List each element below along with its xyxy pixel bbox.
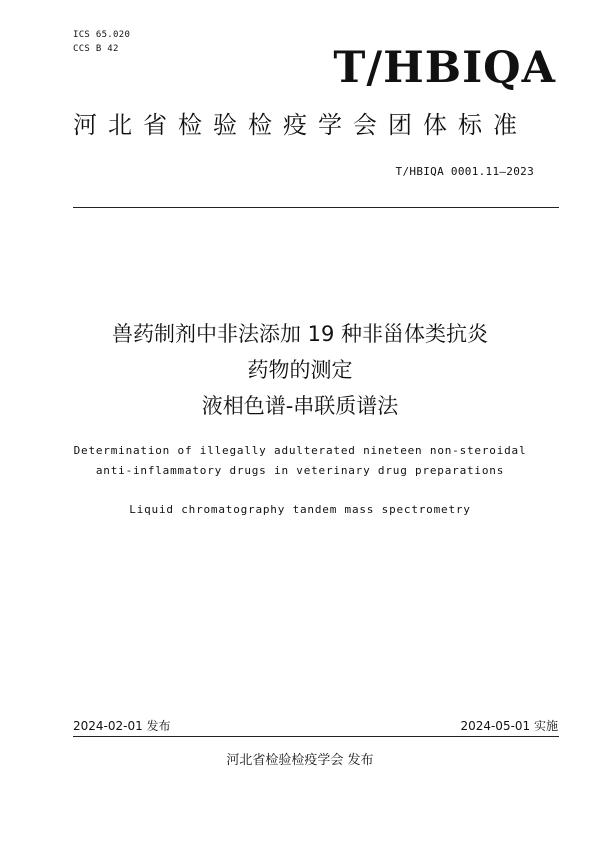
standard-brand: T/HBIQA bbox=[333, 43, 556, 93]
title-en-line-3: Liquid chromatography tandem mass spectrometry bbox=[129, 503, 471, 516]
ccs-code: CCS B 42 bbox=[73, 44, 119, 54]
publisher: 河北省检验检疫学会 发布 bbox=[226, 753, 374, 768]
implementation-date: 2024-05-01 实施 bbox=[460, 719, 558, 733]
header-divider bbox=[73, 207, 559, 208]
ics-code: ICS 65.020 bbox=[73, 30, 131, 40]
title-zh-line-2: 药物的测定 bbox=[247, 358, 353, 382]
issue-date: 2024-02-01 发布 bbox=[73, 719, 171, 733]
title-en-line-2: anti-inflammatory drugs in veterinary drug preparations bbox=[95, 464, 505, 477]
title-en-line-1: Determination of illegally adulterated nineteen non-steroidal bbox=[73, 444, 527, 457]
title-zh-line-1: 兽药制剂中非法添加 19 种非甾体类抗炎 bbox=[111, 322, 489, 346]
footer-divider bbox=[73, 736, 559, 737]
standard-number: T/HBIQA 0001.11—2023 bbox=[395, 165, 534, 178]
organization-title: 河北省检验检疫学会团体标准 bbox=[73, 111, 528, 139]
title-zh-line-3: 液相色谱-串联质谱法 bbox=[201, 394, 399, 418]
